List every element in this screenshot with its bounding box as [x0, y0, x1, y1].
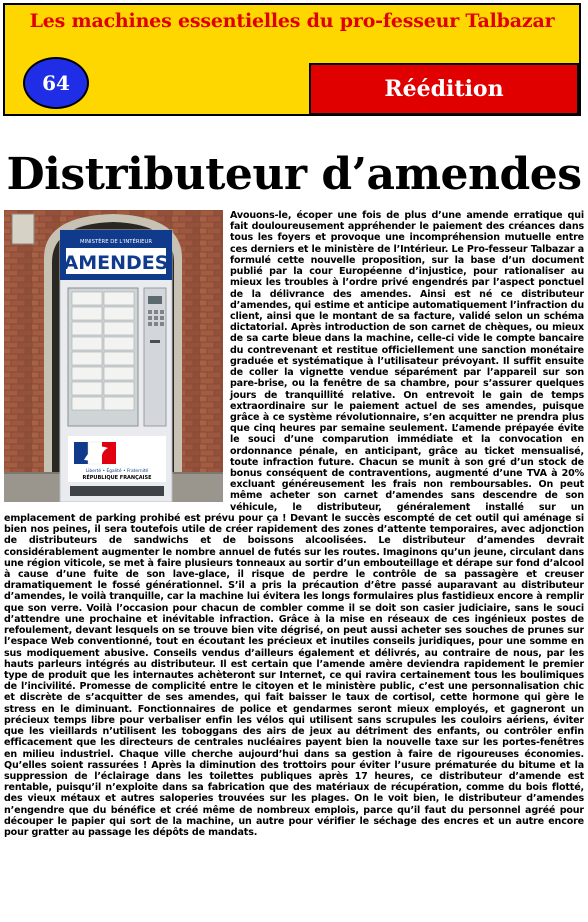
sign-republic-text: RÉPUBLIQUE FRANÇAISE	[82, 475, 152, 481]
article-title: Distributeur d’amendes	[6, 149, 582, 200]
edition-label: Réédition	[309, 63, 579, 115]
fine-vending-machine-photo	[4, 210, 223, 502]
sign-ministry-text: MINISTÈRE DE L'INTÉRIEUR	[79, 239, 153, 245]
sign-motto-text: Liberté • Égalité • Fraternité	[85, 469, 149, 474]
article	[4, 210, 584, 918]
series-title: Les machines essentielles du pro-fesseur Talbazar	[29, 10, 555, 32]
issue-number-badge: 64	[23, 57, 89, 109]
article-body: Avouons-le, écoper une fois de plus d’une amende erratique qui fait douloureusement appréhender le paiement des créances dans tous les foyers et provoque une incompréhension mutuelle entre ces derniers et le ministère de l’Intérieur. Le Pro-fesseur Talbazar a formulé cette nouvelle proposition, sur la base d’un document publié par la cour Européenne d’injustice, pour rationaliser au mieux les troubles à l’ordre privé engendrés par l’aspect ponctuel de la délivrance des amendes. Ainsi est né ce distributeur d’amendes, qui estime et anticipe automatiquement l’infraction du client, ainsi que le montant de sa facture, validé selon un schéma dictatorial. Après introduction de son carnet de chèques, ou mieux de sa carte bleue dans la machine, celle-ci vide le compte bancaire du contrevenant et restitue officiellement une sanction monétaire graduée et systématique à l’utilisateur prévoyant. Il suffit ensuite de coller la vignette vendue séparément par l’appareil sur son pare-brise, ou la fenêtre de sa chambre, pour s’assurer quelques jours de tranquillité relative. On entrevoit le gain de temps extraordinaire sur le paiement actuel de ses amendes, puisque grâce à ce système révolutionnaire, s’en acquitter ne prendra plus que cinq heures par semaine seulement. L’amende prépayée évite le souci d’une comparution immédiate et la convocation en ordonnance pénale, en anticipant, grâce au ticket mensualisé, toute infraction future. Chacun se munit à son gré d’un stock de bonus conséquent de contraventions, augmenté d’une TVA à 20% excluant généreusement les frais non remboursables. On peut même acheter son carnet d’amendes sans descendre de son véhicule, le distributeur, généralement installé sur un emplacement de parking prohibé est prévu pour ça ! Devant le succès escompté de cet outil qui aménage si bien nos peines, il sera toutefois utile de créer rapidement des zones d’attente temporaires, avec adjonction de distributeurs de sandwichs et de boissons alcoolisées. Le distributeur d’amendes devrait considérablement augmenter le nombre annuel de futés sur les routes. Imaginons qu’un jeune, circulant dans une région viticole, se met à faire plusieurs tonneaux au sortir d’un embouteillage et dérape sur fond d’alcool à cause d’une fuite de son lave-glace, il risque de perdre le contrôle de sa passagère et creuser dramatiquement le fossé générationnel. S’il a pris la précaution d’être passé auparavant au distributeur d’amendes, le voilà tranquille, car la machine lui évitera les longs formulaires plus fastidieux encore à remplir que son verre. Voilà l’occasion pour chacun de combler comme il se doit son casier judiciaire, sans le souci d’attendre une prochaine et inévitable infraction. Grâce à la mise en réseaux de ces ingénieux postes de refoulement, devant lesquels on se trouve bien vite dégrisé, on peut aussi acheter ses souches de prunes sur l’espace Web conventionné, tout en écoutant les précieux et inutiles conseils juridiques, pour une somme en sus modiquement abusive. Conseils vendus d’ailleurs également et délivrés, au contraire de nous, par les hauts parleurs intégrés au distributeur. Il est certain que l’amende amère deviendra rapidement le premier type de produit que les internautes achèteront sur Internet, ce qui ravira certainement tous les boulimiques de l’incivilité. Promesse de complicité entre le citoyen et le ministère public, c’est une personnalisation chic et discrète de s’acquitter de ses amendes, qui fait baisser le taux de cortisol, cette hormone qui gère le stress en le diminuant. Fonctionnaires de police et gendarmes seront mieux employés, et gagneront un précieux temps libre pour verbaliser enfin les vélos qui utilisent sans scrupules les couloirs aériens, éviter que les vieillards n’utilisent les toboggans des airs de jeux au détriment des enfants, ou contrôler enfin efficacement que les directeurs de centrales nucléaires payent bien la nouvelle taxe sur les portes-fenêtres en milieu industriel. Chaque ville cherche aujourd’hui dans sa gestion à faire de rigoureuses économies. Qu’elles soient rassurées ! Après la diminution des trottoirs pour éviter l’usure prématurée du bitume et la suppression de l’éclairage dans les toilettes publiques après 17 heures, ce distributeur d’amende est rentable, puisqu’il n’exploite dans sa fabrication que des matériaux de récupération, comme du bois flotté, des vieux métaux et autres saloperies trouvées sur les plages. On le voit bien, le distributeur d’amendes n’engendre que du bénéfice et créé même de nombreux emplois, parce qu’il faut du personnel agréé pour découper le papier qui sort de la machine, un autre pour vérifier le séchage des encres et un autre encore pour gratter au passage les dépôts de mandats.	[4, 210, 584, 839]
sign-amendes-text: AMENDES	[63, 252, 169, 274]
page-header	[3, 3, 581, 116]
